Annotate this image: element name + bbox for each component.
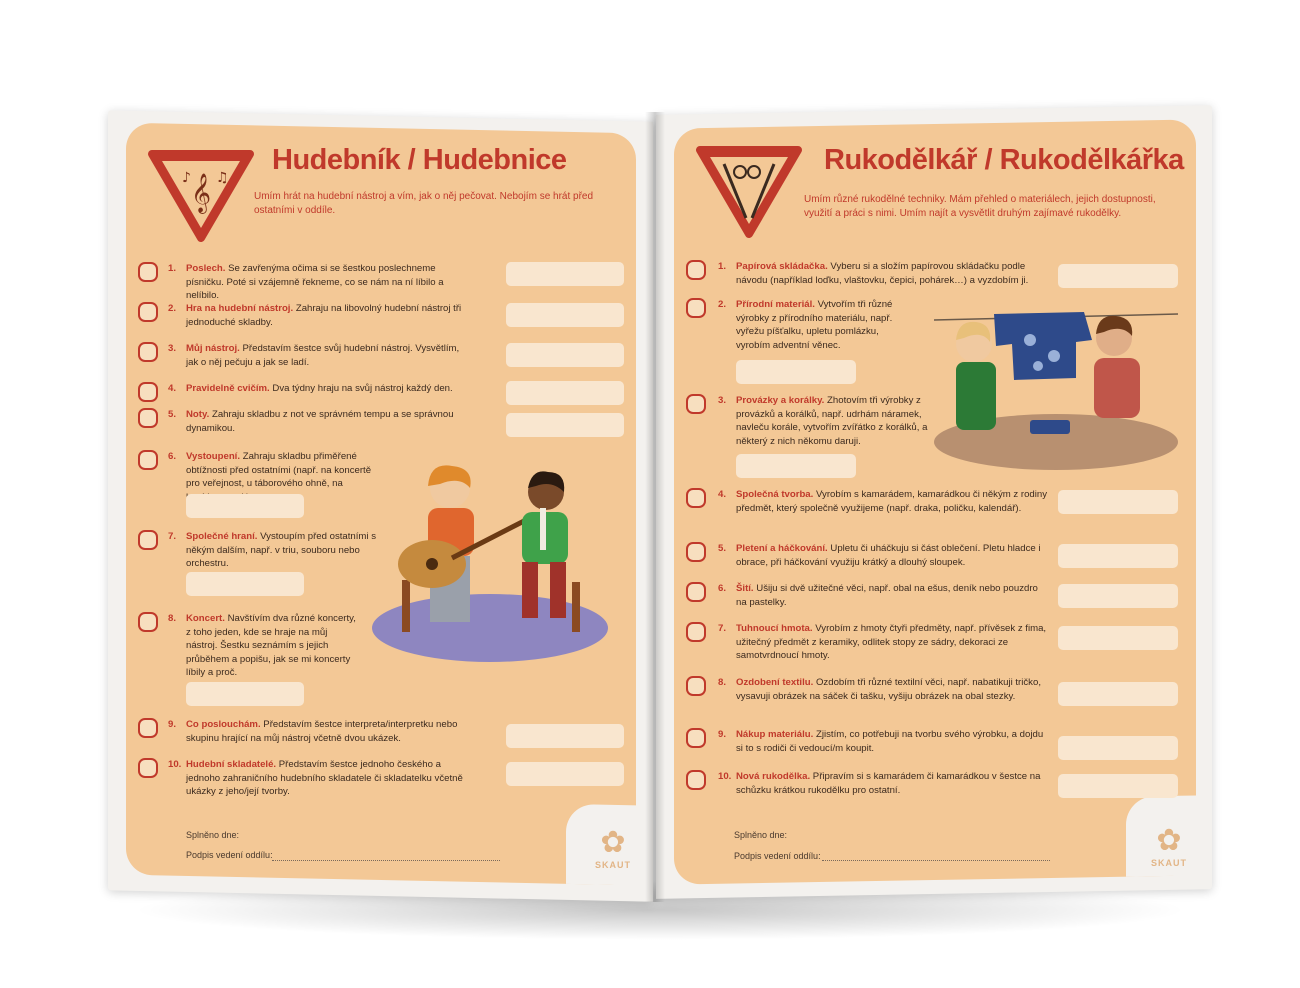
item-title: Pravidelně cvičím. [186, 383, 270, 394]
checkbox-left-3[interactable] [138, 342, 158, 362]
checkbox-left-7[interactable] [138, 530, 158, 550]
item-number: 9. [718, 729, 727, 740]
musicians-illustration [372, 462, 608, 672]
checklist-item-right-1 [718, 260, 1048, 287]
checklist-item-right-10 [718, 770, 1048, 797]
item-text: Zahraju na libovolný hudební nástroj tři jednoduché skladby. [186, 303, 462, 328]
date-field-left-3[interactable] [506, 343, 624, 367]
item-title: Co poslouchám. [186, 719, 261, 730]
date-field-left-10[interactable] [506, 762, 624, 786]
date-field-right-5[interactable] [1058, 544, 1178, 568]
item-title: Poslech. [186, 263, 226, 274]
item-number: 3. [168, 343, 177, 354]
date-field-left-1[interactable] [506, 262, 624, 286]
checklist-item-right-9 [718, 728, 1048, 755]
date-field-left-5[interactable] [506, 413, 624, 437]
page-title-right: Rukodělkář / Rukodělkářka [824, 144, 1184, 176]
item-number: 3. [718, 395, 727, 406]
checkbox-left-6[interactable] [138, 450, 158, 470]
item-number: 4. [168, 383, 177, 394]
checkbox-left-5[interactable] [138, 408, 158, 428]
checkbox-left-2[interactable] [138, 302, 158, 322]
item-title: Papírová skládačka. [736, 261, 828, 272]
item-number: 7. [718, 623, 727, 634]
date-field-left-7[interactable] [186, 572, 304, 596]
item-number: 10. [168, 759, 182, 770]
skaut-logo-text: SKAUT [595, 860, 631, 870]
checklist-item-left-10 [168, 758, 468, 799]
item-title: Noty. [186, 409, 210, 420]
checkbox-right-10[interactable] [686, 770, 706, 790]
item-text: Vyberu si a složím papírovou skládačku podle návodu (například loďku, vlaštovku, čepici, pohárek…) a vyzdobím ji. [736, 261, 1029, 286]
item-text: Vystoupím před ostatními s někým dalším, např. v triu, souboru nebo orchestru. [186, 531, 377, 569]
date-field-left-8[interactable] [186, 682, 304, 706]
item-text: Upletu či uháčkuju si část oblečení. Pletu hladce i obrace, při háčkování využiju krátký a dlouhý sloupek. [736, 543, 1041, 568]
checklist-item-left-5 [168, 408, 468, 435]
checkbox-left-10[interactable] [138, 758, 158, 778]
item-title: Společná tvorba. [736, 489, 814, 500]
checklist-item-left-7 [168, 530, 378, 571]
scissors-badge-icon [694, 144, 804, 240]
item-text: Vytvořím tři různé výrobky z přírodního materiálu, např. vyřežu píšťalku, upletu pomlázku, vyrobím adventní věnec. [736, 299, 893, 351]
checklist-item-left-2 [168, 302, 468, 329]
checkbox-right-1[interactable] [686, 260, 706, 280]
item-number: 8. [718, 677, 727, 688]
checklist-item-right-3 [718, 394, 928, 448]
item-title: Nákup materiálu. [736, 729, 814, 740]
date-field-right-1[interactable] [1058, 264, 1178, 288]
item-title: Přírodní materiál. [736, 299, 815, 310]
item-text: Zhotovím tři výrobky z provázků a korálků, např. udrhám náramek, navleču korále, vytvořím zvířátko z korálků, a některý z nich někomu daruji. [736, 395, 928, 447]
checkbox-right-9[interactable] [686, 728, 706, 748]
music-badge-icon [146, 148, 256, 244]
item-number: 2. [718, 299, 727, 310]
item-number: 6. [718, 583, 727, 594]
date-field-right-3[interactable] [736, 454, 856, 478]
checklist-item-left-4 [168, 382, 468, 396]
date-field-right-2[interactable] [736, 360, 856, 384]
checkbox-right-8[interactable] [686, 676, 706, 696]
svg-text:𝄞: 𝄞 [190, 173, 212, 213]
item-title: Společné hraní. [186, 531, 258, 542]
item-number: 4. [718, 489, 727, 500]
item-text: Dva týdny hraju na svůj nástroj každý den. [272, 383, 453, 394]
item-text: Ušiju si dvě užitečné věci, např. obal na ešus, deník nebo pouzdro na pastelky. [736, 583, 1038, 608]
checklist-item-right-2 [718, 298, 908, 352]
signature-line-left[interactable] [272, 860, 500, 861]
item-title: Vystoupení. [186, 451, 241, 462]
item-number: 7. [168, 531, 177, 542]
checklist-item-right-7 [718, 622, 1048, 663]
checklist-item-left-3 [168, 342, 468, 369]
date-field-left-4[interactable] [506, 381, 624, 405]
item-text: Ozdobím tři různé textilní věci, např. nabatikuji tričko, vysavuji obrázek na sáček či tašku, vyšiju obrázek na obal stezky. [736, 677, 1041, 702]
item-text: Představím šestce interpreta/interpretku nebo skupinu hrající na můj nástroj včetně dvou ukázek. [186, 719, 458, 744]
checklist-item-left-8 [168, 612, 358, 680]
item-text: Zahraju skladbu z not ve správném tempu a se správnou dynamikou. [186, 409, 454, 434]
skaut-logo-left: ✿ SKAUT [590, 826, 636, 886]
item-number: 10. [718, 771, 732, 782]
item-text: Navštívím dva různé koncerty, z toho jeden, kde se hraje na můj nástroj. Šestku seznámím s jejich průběhem a popišu, jak se mi koncerty líbily a proč. [186, 613, 356, 678]
date-field-left-6[interactable] [186, 494, 304, 518]
item-title: Šití. [736, 583, 754, 594]
item-title: Pletení a háčkování. [736, 543, 828, 554]
checklist-item-right-5 [718, 542, 1048, 569]
checklist-item-right-8 [718, 676, 1048, 703]
item-number: 1. [168, 263, 177, 274]
checkbox-right-7[interactable] [686, 622, 706, 642]
item-text: Představím šestce svůj hudební nástroj. Vysvětlím, jak o něj pečuju a jak se ladí. [186, 343, 460, 368]
item-text: Představím šestce jednoho českého a jednoho zahraničního hudebního skladatele či skladatelku včetně ukázky z jeho/její tvorby. [186, 759, 463, 797]
item-title: Nová rukodělka. [736, 771, 811, 782]
item-title: Koncert. [186, 613, 225, 624]
date-field-right-8[interactable] [1058, 682, 1178, 706]
item-title: Hudební skladatelé. [186, 759, 277, 770]
item-number: 5. [718, 543, 727, 554]
item-number: 5. [168, 409, 177, 420]
skaut-logo-right: ✿ SKAUT [1146, 824, 1192, 884]
item-text: Připravím si s kamarádem či kamarádkou v šestce na schůzku krátkou rukodělku pro ostatní. [736, 771, 1041, 796]
item-text: Vyrobím z hmoty čtyři předměty, např. přívěsek z fima, užitečný předmět z keramiky, odlitek stopy ze sádry, dekoraci ze samotvrdnoucí hmoty. [736, 623, 1047, 661]
checkbox-right-5[interactable] [686, 542, 706, 562]
checkbox-left-8[interactable] [138, 612, 158, 632]
checklist-item-right-6 [718, 582, 1048, 609]
item-number: 2. [168, 303, 177, 314]
intro-left: Umím hrát na hudební nástroj a vím, jak o něj pečovat. Nebojím se hrát před ostatními v oddíle. [254, 191, 594, 216]
checkbox-right-3[interactable] [686, 394, 706, 414]
item-text: Vyrobím s kamarádem, kamarádkou či někým z rodiny předmět, který společně využijeme (např. draka, poličku, kalendář). [736, 489, 1048, 514]
done-date-label-left: Splněno dne: [186, 830, 240, 840]
date-field-left-9[interactable] [506, 724, 624, 748]
page-title-left: Hudebník / Hudebnice [272, 144, 567, 176]
item-number: 8. [168, 613, 177, 624]
item-title: Provázky a korálky. [736, 395, 825, 406]
date-field-left-2[interactable] [506, 303, 624, 327]
checklist-item-left-1 [168, 262, 468, 303]
item-title: Hra na hudební nástroj. [186, 303, 294, 314]
item-number: 9. [168, 719, 177, 730]
checkbox-right-4[interactable] [686, 488, 706, 508]
checklist-item-right-4 [718, 488, 1048, 515]
date-field-right-6[interactable] [1058, 584, 1178, 608]
date-field-right-10[interactable] [1058, 774, 1178, 798]
date-field-right-7[interactable] [1058, 626, 1178, 650]
item-title: Tuhnoucí hmota. [736, 623, 813, 634]
item-number: 6. [168, 451, 177, 462]
item-title: Ozdobení textilu. [736, 677, 814, 688]
skaut-logo-text: SKAUT [1151, 858, 1187, 868]
item-number: 1. [718, 261, 727, 272]
checkbox-left-4[interactable] [138, 382, 158, 402]
checkbox-left-9[interactable] [138, 718, 158, 738]
item-text: Se zavřenýma očima si se šestkou poslechneme písničku. Poté si vzájemně řekneme, co se nám na ní líbilo a nelíbilo. [186, 263, 444, 301]
checkbox-left-1[interactable] [138, 262, 158, 282]
date-field-right-4[interactable] [1058, 490, 1178, 514]
signature-label-right: Podpis vedení oddílu: [734, 851, 821, 861]
item-text: Zjistím, co potřebuji na tvorbu svého výrobku, a dojdu si to s rodiči či vedoucí/m koupit. [736, 729, 1044, 754]
item-text: Zahraju skladbu přiměřené obtížnosti před ostatními (např. na koncertě pro veřejnost, u táborového ohně, na [186, 451, 372, 489]
intro-right: Umím různé rukodělné techniky. Mám přehled o materiálech, jejich dostupnosti, využití a práci s nimi. Umím najít a vysvětlit druhým zajímavé rukodělky. [804, 194, 1156, 219]
checkbox-right-6[interactable] [686, 582, 706, 602]
date-field-right-9[interactable] [1058, 736, 1178, 760]
crafts-illustration [934, 300, 1178, 470]
svg-text:♪: ♪ [182, 170, 191, 186]
svg-text:♫: ♫ [216, 170, 229, 186]
checkbox-right-2[interactable] [686, 298, 706, 318]
item-title: Můj nástroj. [186, 343, 240, 354]
done-date-label-right: Splněno dne: [734, 830, 788, 840]
signature-line-right[interactable] [822, 860, 1050, 861]
checklist-item-left-9 [168, 718, 468, 745]
book-spine [645, 112, 665, 902]
signature-label-left: Podpis vedení oddílu: [186, 850, 273, 860]
